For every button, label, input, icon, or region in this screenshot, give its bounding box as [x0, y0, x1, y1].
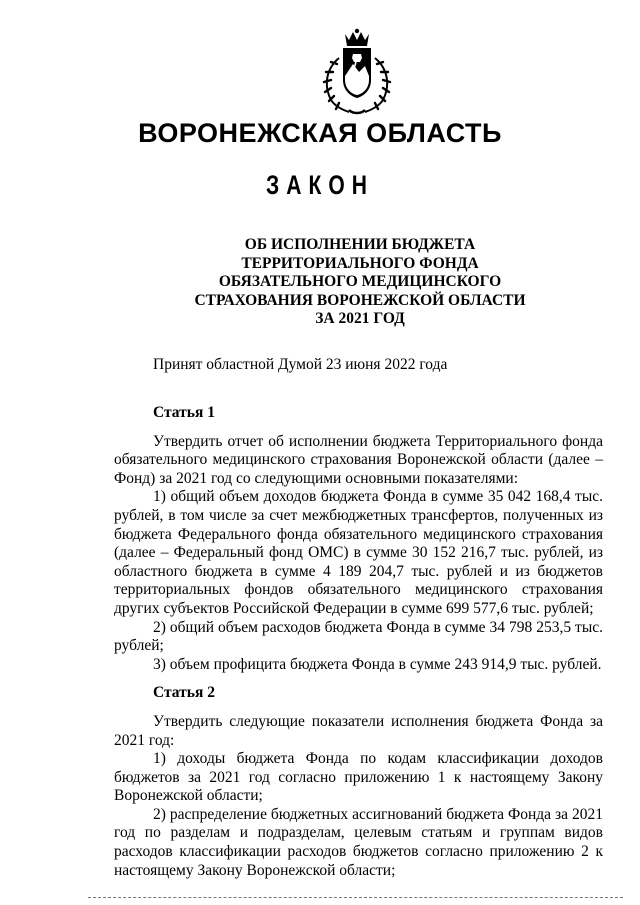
- article-2-item-1: 1) доходы бюджета Фонда по кодам классификации доходов бюджетов за 2021 год согласно приложению 1 к настоящему Закону Воронежской области;: [114, 750, 603, 805]
- law-title-line: ОБЯЗАТЕЛЬНОГО МЕДИЦИНСКОГО: [218, 273, 502, 290]
- region-name: ВОРОНЕЖСКАЯ ОБЛАСТЬ: [138, 118, 502, 148]
- article-2-item-2: 2) распределение бюджетных ассигнований бюджета Фонда за 2021 год по разделам и подразделам, целевым статьям и группам видов расходов классификации расходов бюджетов согласно приложению 2 к настоящему Закону Воронежской области;: [114, 805, 603, 879]
- article-2-heading: Статья 2: [153, 684, 215, 702]
- law-title-line: ЗА 2021 ГОД: [315, 310, 405, 327]
- page-bottom-rule: [88, 897, 623, 898]
- article-1-heading: Статья 1: [153, 404, 215, 421]
- law-title-line: ТЕРРИТОРИАЛЬНОГО ФОНДА: [241, 254, 479, 272]
- adoption-note: Принят областной Думой 23 июня 2022 года: [153, 356, 448, 373]
- article-1-item-1: 1) общий объем доходов бюджета Фонда в сумме 35 042 168,4 тыс. рублей, в том числе за счет межбюджетных трансфертов, полученных из бюджета Федерального фонда обязательного медицинского страхования (далее – Федеральный фонд ОМС) в сумме 30 152 216,7 тыс. рублей, из областного бюджета в сумме 4 189 204,7 тыс. рублей и из бюджетов территориальных фондов обязательного медицинского страхования других субъектов Российской Федерации в сумме 699 577,6 тыс. рублей;: [114, 488, 603, 617]
- coat-of-arms-icon: [309, 28, 405, 116]
- law-title-line: ОБ ИСПОЛНЕНИИ БЮДЖЕТА: [244, 236, 476, 253]
- law-title-line: СТРАХОВАНИЯ ВОРОНЕЖСКОЙ ОБЛАСТИ: [194, 291, 526, 309]
- document-type: ЗАКОН: [266, 170, 374, 200]
- article-1-item-2: 2) общий объем расходов бюджета Фонда в сумме 34 798 253,5 тыс. рублей;: [114, 618, 603, 655]
- law-body: [114, 404, 603, 880]
- law-title: [140, 236, 580, 329]
- article-2-intro: Утвердить следующие показатели исполнения бюджета Фонда за 2021 год:: [114, 712, 603, 749]
- article-1-intro: Утвердить отчет об исполнении бюджета Территориального фонда обязательного медицинского страхования Воронежской области (далее – Фонд) за 2021 год со следующими основными показателями:: [114, 432, 603, 487]
- article-1-item-3: 3) объем профицита бюджета Фонда в сумме 243 914,9 тыс. рублей.: [153, 655, 602, 673]
